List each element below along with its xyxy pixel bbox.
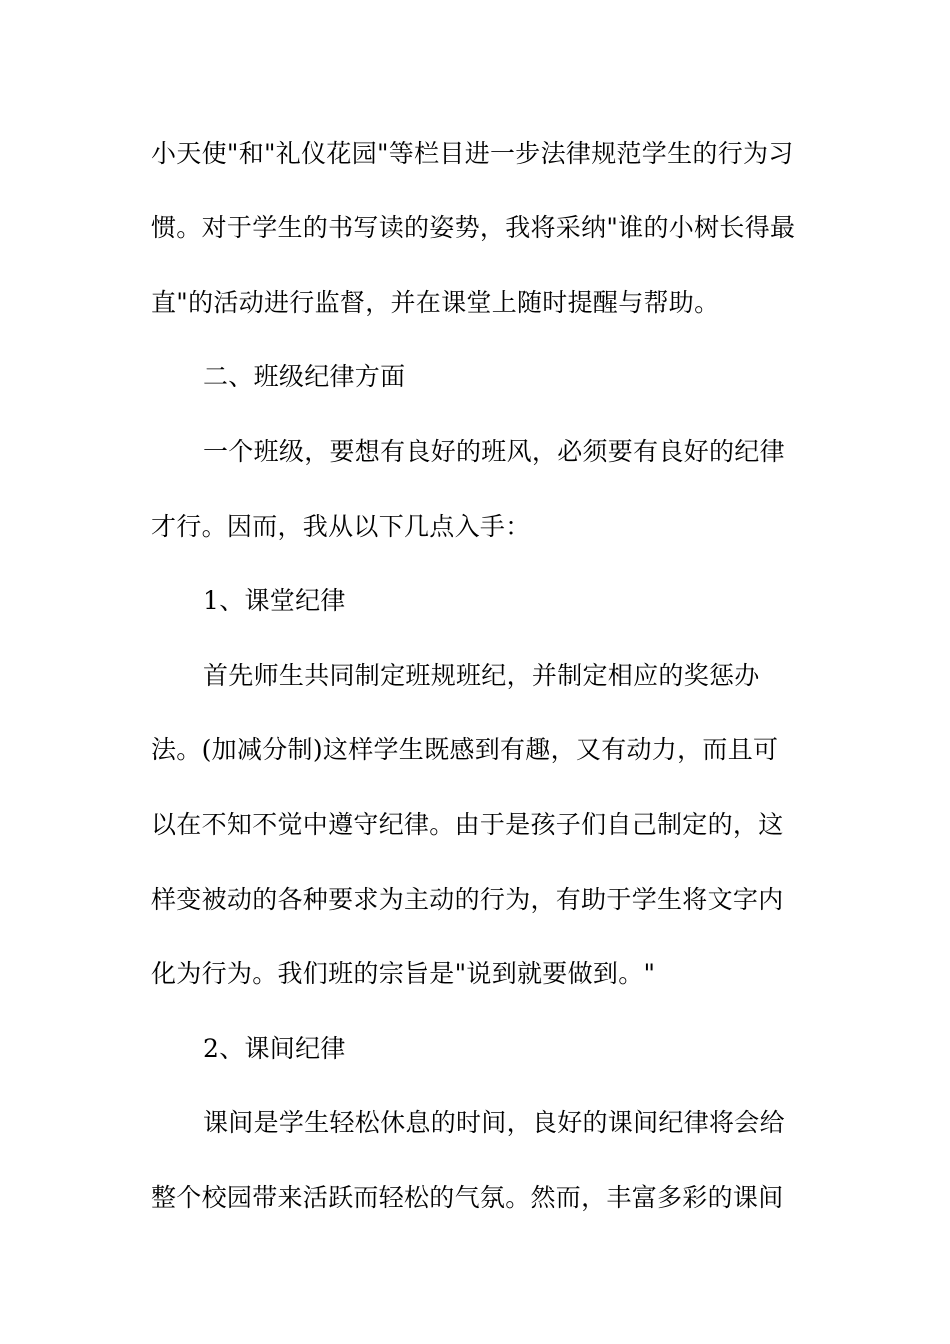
subsection-heading: 2、课间纪律 [203, 1034, 346, 1063]
paragraph-line: 法。(加减分制)这样学生既感到有趣，又有动力，而且可 [151, 735, 779, 764]
subsection-heading: 1、课堂纪律 [203, 586, 346, 615]
paragraph-line: 一个班级，要想有良好的班风，必须要有良好的纪律 [203, 437, 785, 466]
paragraph-line: 首先师生共同制定班规班纪，并制定相应的奖惩办 [203, 661, 760, 690]
paragraph-line: 才行。因而，我从以下几点入手： [151, 512, 531, 541]
paragraph-line: 化为行为。我们班的宗旨是"说到就要做到。" [151, 959, 656, 988]
paragraph-line: 惯。对于学生的书写读的姿势，我将采纳"谁的小树长得最 [151, 213, 796, 242]
paragraph-line: 样变被动的各种要求为主动的行为，有助于学生将文字内 [151, 885, 784, 914]
section-heading: 二、班级纪律方面 [203, 362, 406, 391]
paragraph-line: 整个校园带来活跃而轻松的气氛。然而，丰富多彩的课间 [151, 1183, 784, 1212]
paragraph-line: 以在不知不觉中遵守纪律。由于是孩子们自己制定的，这 [151, 810, 784, 839]
paragraph-line: 直"的活动进行监督，并在课堂上随时提醒与帮助。 [151, 288, 720, 317]
paragraph-line: 课间是学生轻松休息的时间，良好的课间纪律将会给 [203, 1108, 785, 1137]
paragraph-line: 小天使"和"礼仪花园"等栏目进一步法律规范学生的行为习 [151, 139, 794, 168]
